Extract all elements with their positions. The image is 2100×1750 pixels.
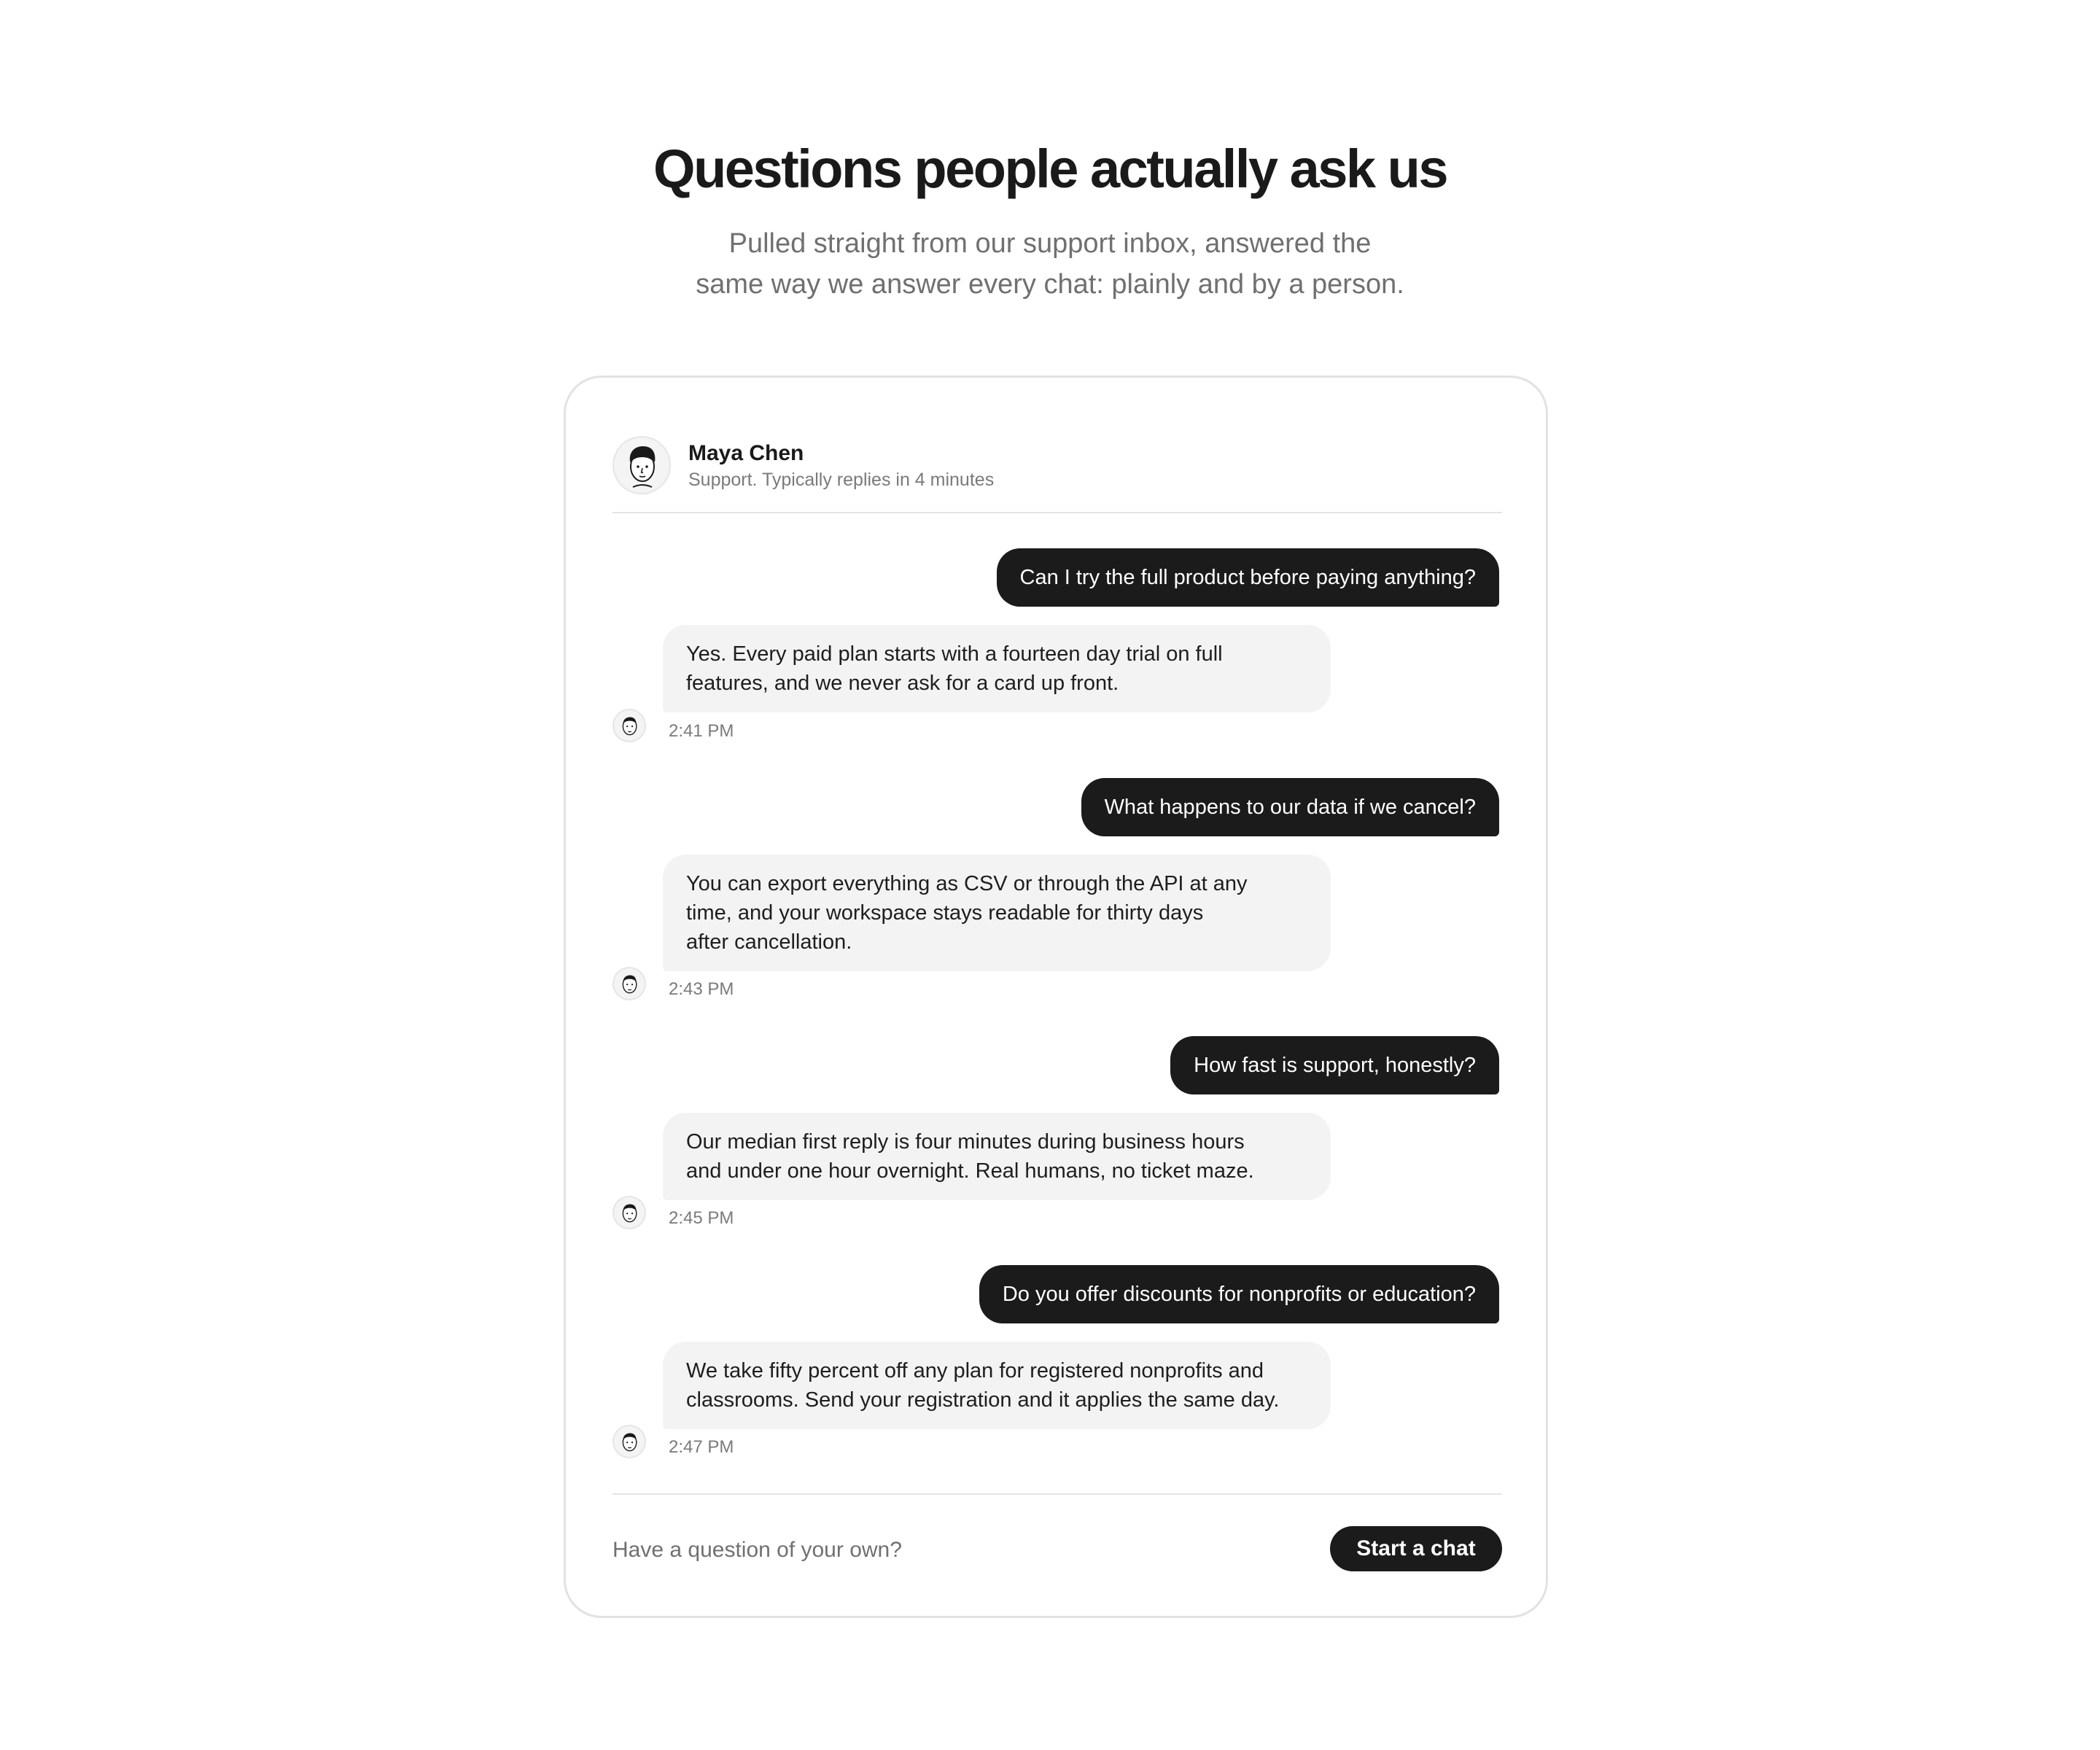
message-timestamp: 2:47 PM — [669, 1437, 734, 1457]
person-face-icon — [612, 436, 671, 494]
user-message: What happens to our data if we cancel? — [1081, 778, 1499, 836]
subtitle-line: Pulled straight from our support inbox, answered the — [728, 228, 1372, 259]
person-face-icon — [612, 1425, 646, 1458]
agent-name: Maya Chen — [688, 441, 804, 465]
message-timestamp: 2:41 PM — [669, 721, 734, 741]
start-chat-button[interactable]: Start a chat — [1330, 1526, 1502, 1571]
user-message: How fast is support, honestly? — [1170, 1036, 1499, 1094]
message-line: classrooms. Send your registration and it applies the same day. — [686, 1388, 1280, 1412]
message-line: and under one hour overnight. Real humans, no ticket maze. — [686, 1159, 1254, 1183]
agent-message — [663, 625, 1331, 712]
page-subtitle — [685, 223, 1415, 305]
person-face-icon — [612, 1196, 646, 1229]
message-line: after cancellation. — [686, 930, 852, 954]
person-face-icon — [612, 967, 646, 1000]
page-title: Questions people actually ask us — [653, 139, 1447, 199]
message-line: We take fifty percent off any plan for registered nonprofits and — [686, 1359, 1264, 1382]
user-message: Can I try the full product before paying anything? — [997, 548, 1500, 607]
agent-message — [663, 1342, 1331, 1429]
divider — [612, 1493, 1502, 1495]
message-line: Our median first reply is four minutes during business hours — [686, 1130, 1245, 1154]
message-line: You can export everything as CSV or through the API at any — [686, 872, 1248, 895]
subtitle-line: same way we answer every chat: plainly and by a person. — [696, 269, 1404, 300]
message-line: time, and your workspace stays readable for thirty days — [686, 901, 1204, 925]
divider — [612, 512, 1502, 513]
agent-status: Support. Typically replies in 4 minutes — [688, 470, 995, 490]
agent-message — [663, 855, 1331, 971]
composer-prompt: Have a question of your own? — [612, 1538, 902, 1562]
agent-header — [612, 424, 1502, 513]
user-message: Do you offer discounts for nonprofits or education? — [979, 1265, 1499, 1323]
agent-message — [663, 1113, 1331, 1200]
message-line: Yes. Every paid plan starts with a fourteen day trial on full — [686, 642, 1223, 666]
message-timestamp: 2:43 PM — [669, 979, 734, 999]
chat-card — [564, 376, 1548, 1618]
person-face-icon — [612, 709, 646, 742]
message-line: features, and we never ask for a card up front. — [686, 672, 1119, 695]
message-timestamp: 2:45 PM — [669, 1208, 734, 1228]
